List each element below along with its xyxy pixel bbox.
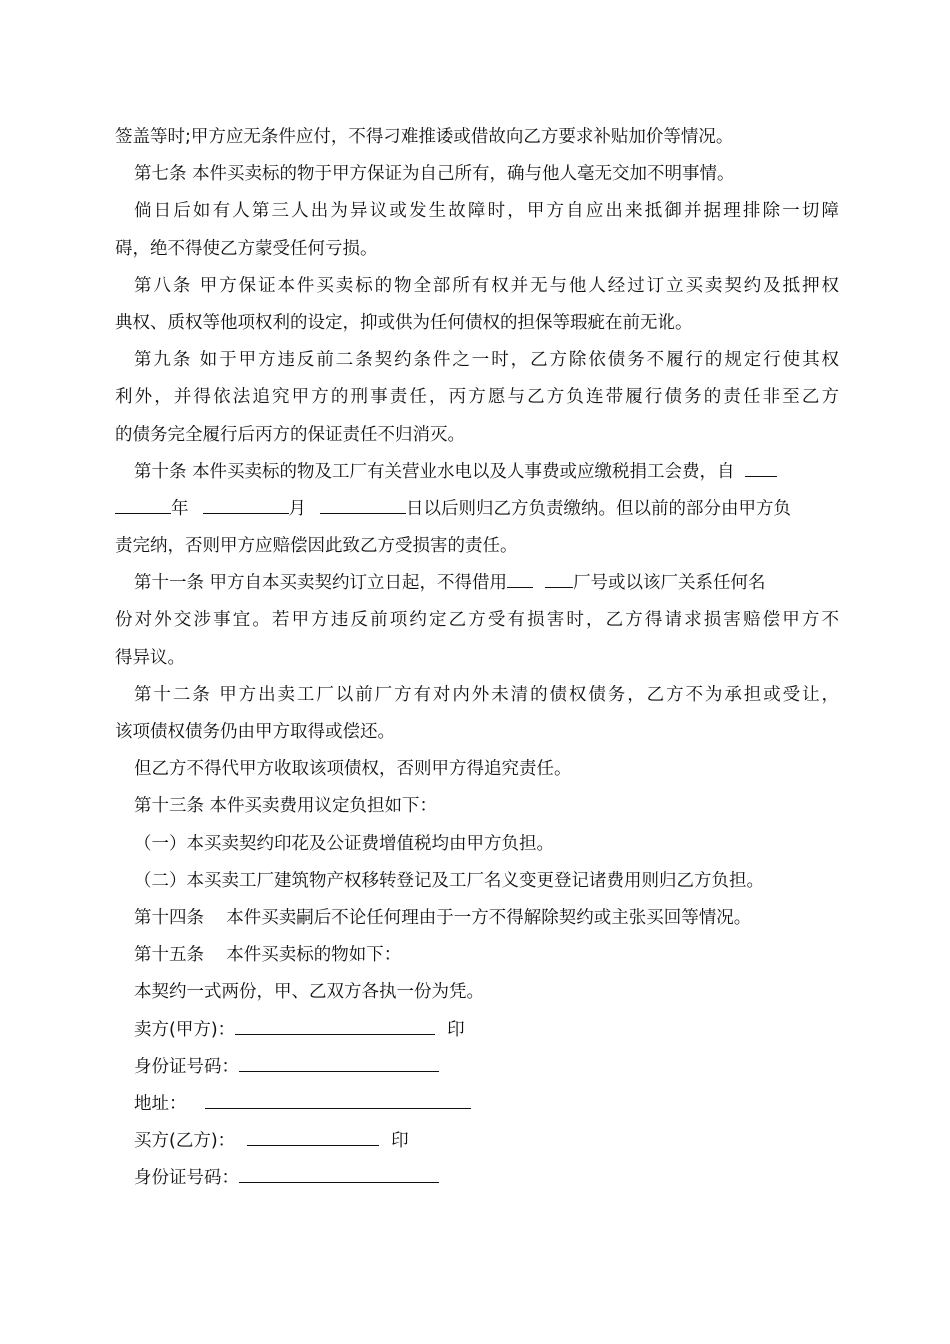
clause-11-cont-2: 得异议。 [115, 647, 185, 668]
clause-7-cont-2: 碍，绝不得使乙方蒙受任何亏损。 [115, 238, 378, 259]
clause-8: 第八条 甲方保证本件买卖标的物全部所有权并无与他人经过订立买卖契约及抵押权 [134, 275, 839, 296]
address-label: 地址： [134, 1093, 187, 1114]
blank-field[interactable] [745, 454, 777, 477]
clause-10-date: 年 月 日以后则归乙方负责缴纳。但以前的部分由甲方负 [115, 491, 839, 528]
clause-9-cont: 利外，并得依法追究甲方的刑事责任，丙方愿与乙方负连带履行债务的责任非至乙方 [115, 387, 839, 408]
clause-10: 第十条 本件买卖标的物及工厂有关营业水电以及人事费或应缴税捐工会费，自 [115, 454, 839, 491]
buyer-id-row [115, 1160, 839, 1197]
seller-id-label: 身份证号码： [134, 1056, 239, 1077]
buyer-signature-field[interactable] [247, 1123, 379, 1146]
blank-field-year[interactable] [115, 491, 171, 514]
seller-id-row [115, 1049, 839, 1086]
buyer-signature-row [115, 1123, 839, 1160]
clause-9-cont-2: 的债务完全履行后丙方的保证责任不归消灭。 [115, 424, 465, 445]
seller-signature-field[interactable] [235, 1012, 435, 1035]
clause-10-cont: 责完纳，否则甲方应赔偿因此致乙方受损害的责任。 [115, 536, 518, 557]
clause-6-end: 签盖等时;甲方应无条件应付，不得刁难推诿或借故向乙方要求补贴加价等情况。 [115, 127, 734, 147]
buyer-id-label: 身份证号码： [134, 1168, 239, 1189]
seller-signature-row [115, 1012, 839, 1049]
address-row [115, 1086, 839, 1123]
clause-9: 第九条 如于甲方违反前二条契约条件之一时，乙方除依债务不履行的规定行使其权 [134, 350, 839, 371]
blank-field-name-1[interactable] [507, 565, 533, 588]
address-field[interactable] [205, 1086, 471, 1109]
buyer-label: 买方(乙方)： [134, 1131, 236, 1152]
seller-id-field[interactable] [239, 1049, 439, 1072]
blank-field-name-2[interactable] [545, 565, 573, 588]
buyer-seal: 印 [391, 1131, 409, 1152]
seller-label: 卖方(甲方)： [134, 1019, 236, 1040]
clause-7-cont: 倘日后如有人第三人出为异议或发生故障时，甲方自应出来抵御并据理排除一切障 [134, 201, 839, 222]
clause-7: 第七条 本件买卖标的物于甲方保证为自己所有，确与他人毫无交加不明事情。 [134, 164, 735, 185]
contract-page [115, 119, 839, 1197]
seller-seal: 印 [447, 1019, 465, 1040]
clause-13: 第十三条 本件买卖费用议定负担如下： [134, 796, 438, 817]
clause-14: 第十四条 本件买卖嗣后不论任何理由于一方不得解除契约或主张买回等情况。 [134, 907, 752, 928]
blank-field-day[interactable] [320, 491, 406, 514]
clause-12-cont: 该项债权债务仍由甲方取得或偿还。 [115, 722, 395, 742]
clause-12-note: 但乙方不得代甲方收取该项债权，否则甲方得追究责任。 [134, 759, 572, 780]
clause-12: 第十二条 甲方出卖工厂以前厂方有对内外未清的债权债务，乙方不为承担或受让， [134, 684, 839, 705]
clause-15: 第十五条 本件买卖标的物如下： [134, 945, 402, 966]
buyer-id-field[interactable] [239, 1160, 439, 1183]
blank-field-month[interactable] [203, 491, 289, 514]
copies-note: 本契约一式两份，甲、乙双方各执一份为凭。 [134, 982, 484, 1003]
clause-11: 第十一条 甲方自本买卖契约订立日起，不得借用 厂号或以该厂关系任何名 [115, 565, 839, 602]
clause-8-cont: 典权、质权等他项权利的设定，抑或供为任何债权的担保等瑕疵在前无讹。 [115, 312, 693, 333]
clause-13-item-1: （一）本买卖契约印花及公证费增值税均由甲方负担。 [134, 833, 554, 854]
clause-11-cont: 份对外交涉事宜。若甲方违反前项约定乙方受有损害时，乙方得请求损害赔偿甲方不 [115, 610, 839, 631]
clause-13-item-2: （二）本买卖工厂建筑物产权移转登记及工厂名义变更登记诸费用则归乙方负担。 [134, 870, 764, 891]
